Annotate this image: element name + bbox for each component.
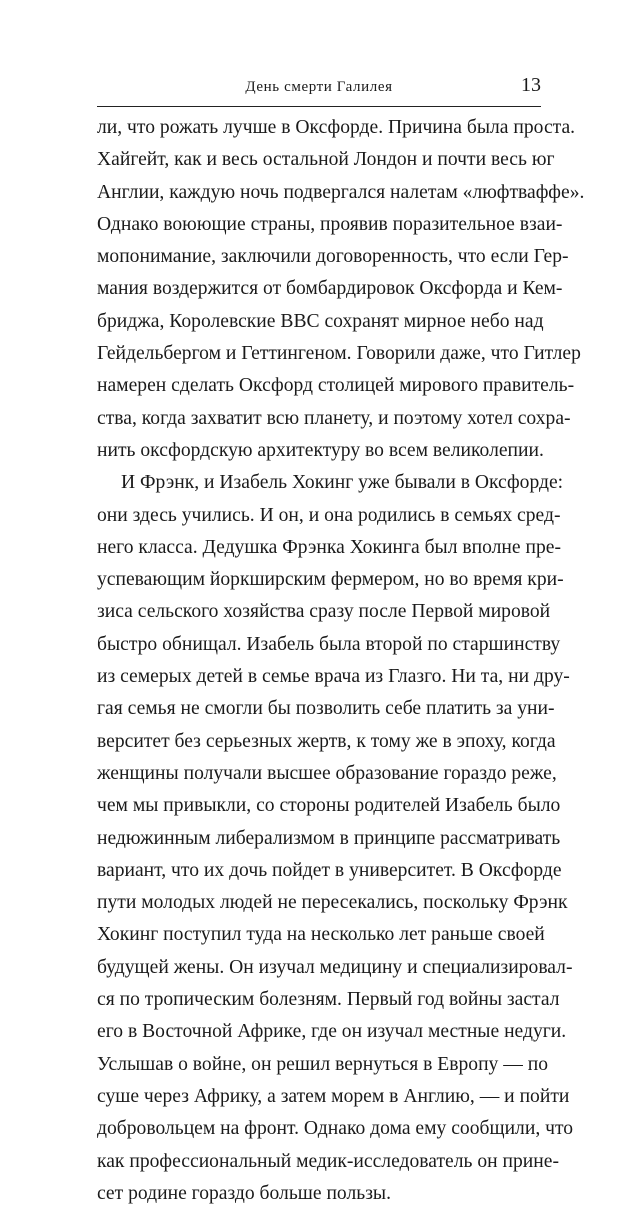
- text-line: сет родине гораздо больше пользы.: [97, 1182, 391, 1204]
- body-text: [97, 112, 585, 1210]
- text-line: вариант, что их дочь пойдет в университет. В Оксфорде: [97, 859, 562, 881]
- text-line: добровольцем на фронт. Однако дома ему сообщили, что: [97, 1118, 574, 1140]
- text-line: ства, когда захватит всю планету, и поэтому хотел сохра-: [97, 407, 571, 429]
- text-line: Хокинг поступил туда на несколько лет раньше своей: [97, 924, 545, 946]
- text-line: верситет без серьезных жертв, к тому же в эпоху, когда: [97, 730, 556, 752]
- text-line: они здесь учились. И он, и она родились в семьях сред-: [97, 504, 561, 526]
- text-line: нить оксфордскую архитектуру во всем великолепии.: [97, 439, 544, 461]
- text-line: успевающим йоркширским фермером, но во время кри-: [97, 569, 564, 591]
- text-line: пути молодых людей не пересекались, поскольку Фрэнк: [97, 892, 568, 914]
- text-line: намерен сделать Оксфорд столицей мирового правитель-: [97, 375, 575, 397]
- text-line: Гейдельбергом и Геттингеном. Говорили даже, что Гитлер: [97, 343, 581, 365]
- text-line: женщины получали высшее образование гораздо реже,: [97, 762, 557, 784]
- text-line: Однако воюющие страны, проявив поразительное взаи-: [97, 213, 563, 235]
- text-line: суше через Африку, а затем морем в Англию, — и пойти: [97, 1085, 570, 1107]
- text-line: ли, что рожать лучше в Оксфорде. Причина была проста.: [97, 117, 576, 138]
- text-line: гая семья не смогли бы позволить себе платить за уни-: [97, 698, 555, 720]
- text-line: мопонимание, заключили договоренность, что если Гер-: [97, 246, 569, 268]
- text-line: ся по тропическим болезням. Первый год войны застал: [97, 989, 560, 1011]
- text-line: будущей жены. Он изучал медицину и специализировал-: [97, 956, 573, 978]
- text-line: Хайгейт, как и весь остальной Лондон и почти весь юг: [97, 149, 555, 171]
- text-line: как профессиональный медик-исследователь он прине-: [97, 1150, 559, 1172]
- page-number: 13: [521, 74, 541, 96]
- text-line: из семерых детей в семье врача из Глазго. Ни та, ни дру-: [97, 666, 570, 688]
- running-title: День смерти Галилея: [245, 79, 393, 95]
- text-line: недюжинным либерализмом в принципе рассматривать: [97, 827, 561, 849]
- paragraph-first-line: И Фрэнк, и Изабель Хокинг уже бывали в Оксфорде:: [121, 472, 564, 494]
- text-line: мания воздержится от бомбардировок Оксфорда и Кем-: [97, 278, 563, 300]
- text-line: бриджа, Королевские ВВС сохранят мирное небо над: [97, 310, 544, 332]
- text-line: чем мы привыкли, со стороны родителей Изабель было: [97, 795, 561, 817]
- text-line: Англии, каждую ночь подвергался налетам «люфтваффе».: [97, 181, 585, 203]
- running-header: [97, 70, 541, 107]
- text-line: Услышав о войне, он решил вернуться в Европу — по: [97, 1053, 549, 1075]
- text-line: зиса сельского хозяйства сразу после Первой мировой: [97, 601, 551, 623]
- text-line: него класса. Дедушка Фрэнка Хокинга был вполне пре-: [97, 536, 562, 558]
- text-line: его в Восточной Африке, где он изучал местные недуги.: [97, 1021, 567, 1043]
- text-line: быстро обнищал. Изабель была второй по старшинству: [97, 633, 561, 655]
